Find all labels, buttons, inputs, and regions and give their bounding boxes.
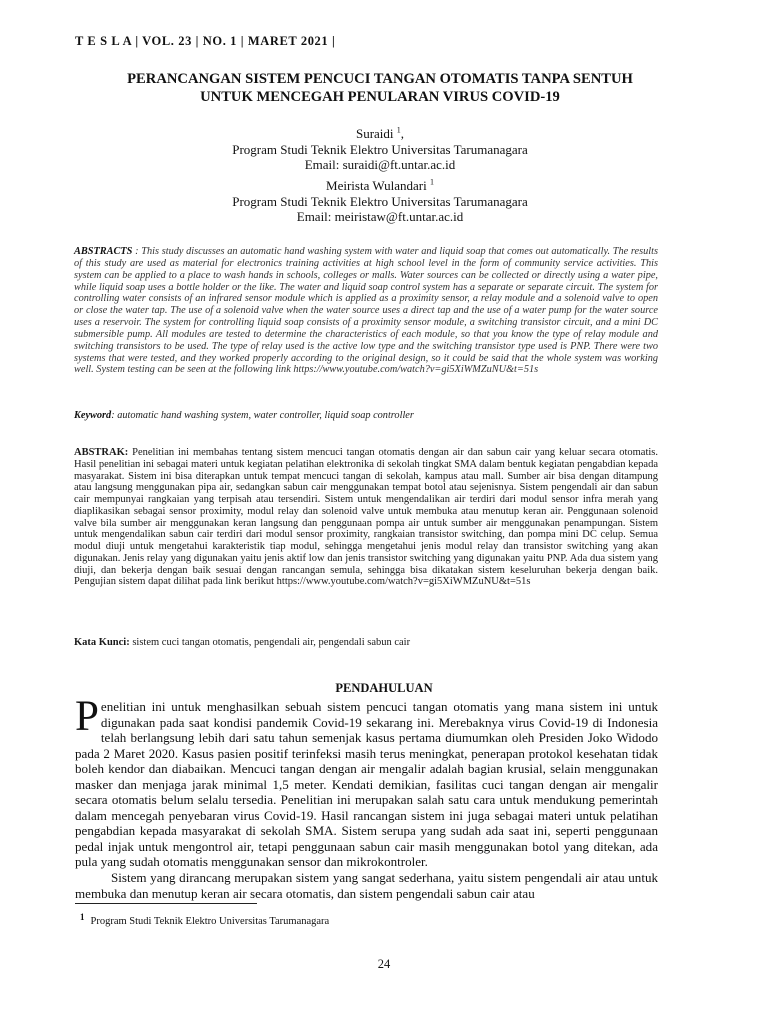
section-heading: PENDAHULUAN [335, 681, 433, 695]
paragraph: Sistem yang dirancang merupakan sistem yang sangat sederhana, yaitu sistem pengendali air atau untuk membuka dan menutup keran air secara otomatis, dan sistem pengendali sabun cair atau [75, 870, 658, 901]
footnote-text: Program Studi Teknik Elektro Universitas Tarumanagara [90, 916, 330, 927]
paragraph [75, 693, 658, 870]
journal-header: T E S L A | VOL. 23 | NO. 1 | MARET 2021 | [75, 34, 336, 48]
abstract-english [74, 246, 658, 376]
author-email: Email: suraidi@ft.untar.ac.id [304, 157, 456, 172]
keywords-indonesian [74, 637, 658, 649]
abstract-english-label: ABSTRACTS [74, 246, 133, 257]
footnote [80, 911, 330, 927]
keywords-english-text: : automatic hand washing system, water controller, liquid soap controller [111, 410, 414, 421]
author-affiliation: Program Studi Teknik Elektro Universitas Tarumanagara [232, 193, 528, 209]
page-number: 24 [377, 957, 391, 971]
paper-title [60, 70, 700, 106]
affiliation-mark: 1 [429, 177, 434, 187]
title-line-1: PERANCANGAN SISTEM PENCUCI TANGAN OTOMATIS TANPA SENTUH [127, 71, 633, 87]
drop-cap: P [75, 693, 99, 740]
author-email: Email: meiristaw@ft.untar.ac.id [296, 209, 464, 224]
body-text [75, 693, 658, 901]
paragraph-text: enelitian ini untuk menghasilkan sebuah sistem pencuci tangan otomatis yang mana sistem ini untuk digunakan pada saat kondisi pandemik Covid-19 sekarang ini. Merebaknya virus Covid-19 di Indonesia telah berlangsung lebih dari satu tahun semenjak kasus pertama diumumkan oleh Presiden Joko Widodo pada 2 Maret 2020. Kasus pasien positif terinfeksi masih terus meningkat, penerapan protokol kesehatan tidak boleh kendor dan diabaikan. Mencuci tangan dengan air mengalir adalah bagian krusial, selain menggunakan masker dan menjaga jarak minimal 1,5 meter. Kendati demikian, fasilitas cuci tangan dengan air mengalir secara otomatis belum selalu tersedia. Penelitian ini merupakan salah satu cara untuk mendukung pemerintah dalam mencegah penyebaran virus Covid-19. Hasil rancangan sistem ini juga sebagai materi untuk pelatihan pengabdian kepada masyarakat di sekolah SMA. Sistem serupa yang sudah ada saat ini, seperti penggunaan pedal injak untuk mengontrol air, tetapi penggunaan sabun cair masih menggunakan botol yang ditekan, ada pula yang sudah otomatis menggunakan sensor dan mikrokontroler. [75, 699, 658, 870]
keywords-indonesian-text: sistem cuci tangan otomatis, pengendali air, pengendali sabun cair [129, 637, 411, 648]
footnote-divider [75, 903, 257, 904]
keywords-english-label: Keyword [74, 410, 112, 421]
author-name: Meirista Wulandari $^1$ [326, 177, 434, 193]
keywords-indonesian-label: Kata Kunci: [74, 637, 130, 648]
abstract-english-text: : This study discusses an automatic hand washing system with water and liquid soap that comes out automatically. The results of this study are used as material for electronics training activities at high school level in the form of community service activities. This system can be applied to a place to wash hands in schools, colleges or malls. Water sources can be collected or directly using a water pipe, while liquid soap uses a bottle holder or the like. The water and liquid soap control system has a separate or separate circuit. The system for controlling water consists of an infrared sensor module which is applied as a proximity sensor, a relay module and a solenoid valve to open or close the water tap. The use of a solenoid valve when the water source uses a direct tap and the use of a water pump for the water source uses a reservoir. The system for controlling liquid soap consists of a proximity sensor module, a switching transistor circuit, and a mini DC submersible pump. All modules are tested to determine the characteristics of each module, so that you know the type of relay module and switching transistors to be used. The type of relay used is the active low type and the switching transistor type used is PNP. There were two systems that were tested, and they worked properly according to the original design, so it could be said that the whole system was working well. System testing can be seen at the following link https://www.youtube.com/watch?v=gi5XiWMZuNU&t=51s [74, 246, 658, 376]
footnote-mark: 1 [80, 911, 85, 922]
author-affiliation: Program Studi Teknik Elektro Universitas Tarumanagara [232, 141, 528, 157]
abstract-indonesian [74, 447, 658, 588]
title-line-2: UNTUK MENCEGAH PENULARAN VIRUS COVID-19 [200, 89, 560, 105]
author-block-1 [100, 126, 660, 173]
author-block-2 [100, 178, 660, 225]
author-name: Suraidi $^1$, [355, 125, 405, 141]
affiliation-mark: 1 [396, 125, 401, 135]
abstract-indonesian-text: Penelitian ini membahas tentang sistem mencuci tangan otomatis dengan air dan sabun cair yang keluar secara otomatis. Hasil penelitian ini sebagai materi untuk kegiatan pelatihan elektronika di sekolah tingkat SMA dalam bentuk kegiatan pengabdian kepada masyarakat. Sistem ini bisa diterapkan untuk tempat mencuci tangan di sekolah, kampus atau mall. Sumber air bisa dengan ditampung atau langsung menggunakan pipa air, sedangkan sabun cair menggunakan tempat botol atau sejenisnya. Sistem pengendali air dan sabun cair mempunyai rangkaian yang terpisah atau tersendiri. Sistem untuk mengendalikan air terdiri dari modul sensor infra merah yang diaplikasikan sebagai sensor proximity, modul relay dan solenoid valve untuk membuka atau menutup keran air. Penggunaan solenoid valve bila sumber air menggunakan keran langsung dan penggunaan pompa air untuk sumber air menggunakan penampungan. Sistem untuk mengendalikan sabun cair terdiri dari modul sensor proximity, rangkaian transistor switching, dan pompa mini DC celup. Semua modul diuji untuk mengetahui karakteristik tiap modul, sehingga mengetahui jenis modul relay dan transistor switching yang akan digunakan. Jenis relay yang digunakan yaitu jenis aktif low dan jenis transistor switching yang digunakan yaitu PNP. Ada dua sistem yang diuji, dan bekerja dengan baik sesuai dengan rancangan semula, sehingga bisa dikatakan sistem keseluruhan bekerja dengan baik. Pengujian sistem dapat dilihat pada link berikut https://www.youtube.com/watch?v=gi5XiWMZuNU&t=51s [74, 447, 658, 588]
abstract-indonesian-label: ABSTRAK: [74, 447, 129, 458]
keywords-english [74, 410, 658, 422]
